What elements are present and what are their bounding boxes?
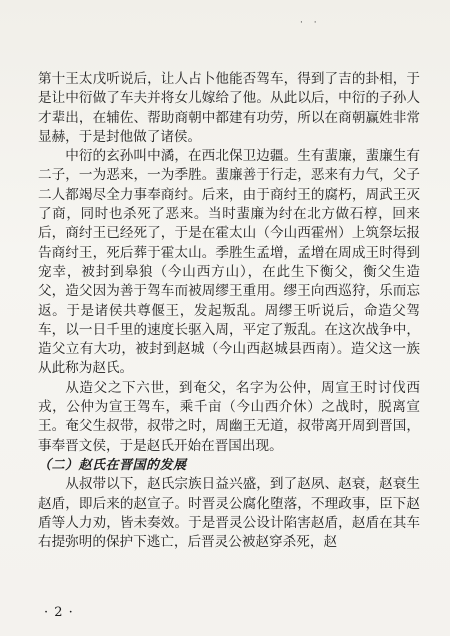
header-marks: · · bbox=[300, 18, 321, 28]
paragraph-2: 中衍的玄孙叫中潏，在西北保卫边疆。生有蜚廉，蜚廉生有二子，一为恶来，一为季胜。蜚廉善于行走，恶来有力气，父子二人都竭尽全力事奉商纣。后来，由于商纣王的腐朽，周武王灭了商，同时也杀死了恶来。当时蜚廉为纣在北方做石椁，回来后，商纣王已经死了，于是在霍太山（今山西霍州）上筑祭坛报告商纣王，死后葬于霍太山。季胜生孟增，孟增在周成王时得到宠幸，被封到皋狼（今山西方山），在此生下衡父，衡父生造父，造父因为善于驾车而被周缪王重用。缪王向西巡狩，乐而忘返。于是诸侯共尊偃王，发起叛乱。周缪王听说后，命造父驾车，以一日千里的速度长驱入周，平定了叛乱。在这次战争中，造父立有大功，被封到赵城（今山西赵城县西南）。造父这一族从此称为赵氏。 bbox=[38, 148, 420, 377]
body-text bbox=[38, 70, 420, 552]
section-heading: （二）赵氏在晋国的发展 bbox=[38, 457, 187, 473]
paragraph-4: 从叔带以下，赵氏宗族日益兴盛，到了赵夙、赵衰，赵衰生赵盾，即后来的赵宣子。时晋灵公腐化堕落，不理政事，臣下赵盾等人力劝，皆未奏效。于是晋灵公设计陷害赵盾，赵盾在其车右提弥明的保护下逃亡，后晋灵公被赵穿杀死，赵 bbox=[38, 476, 420, 551]
page-number: · 2 · bbox=[44, 605, 74, 620]
paragraph-1: 第十王太戊听说后，让人占卜他能否驾车，得到了吉的卦相，于是让中衍做了车夫并将女儿嫁给了他。从此以后，中衍的子孙人才辈出，在辅佐、帮助商朝中都建有功劳，所以在商朝赢姓非常显赫，于是封他做了诸侯。 bbox=[38, 71, 420, 145]
paragraph-3: 从造父之下六世，到奄父，名字为公仲，周宣王时讨伐西戎，公仲为宣王驾车，乘千亩（今山西介休）之战时，脱离宣王。奄父生叔带，叔带之时，周幽王无道，叔带离开周到晋国，事奉晋文侯，于是赵氏开始在晋国出现。 bbox=[38, 379, 420, 454]
